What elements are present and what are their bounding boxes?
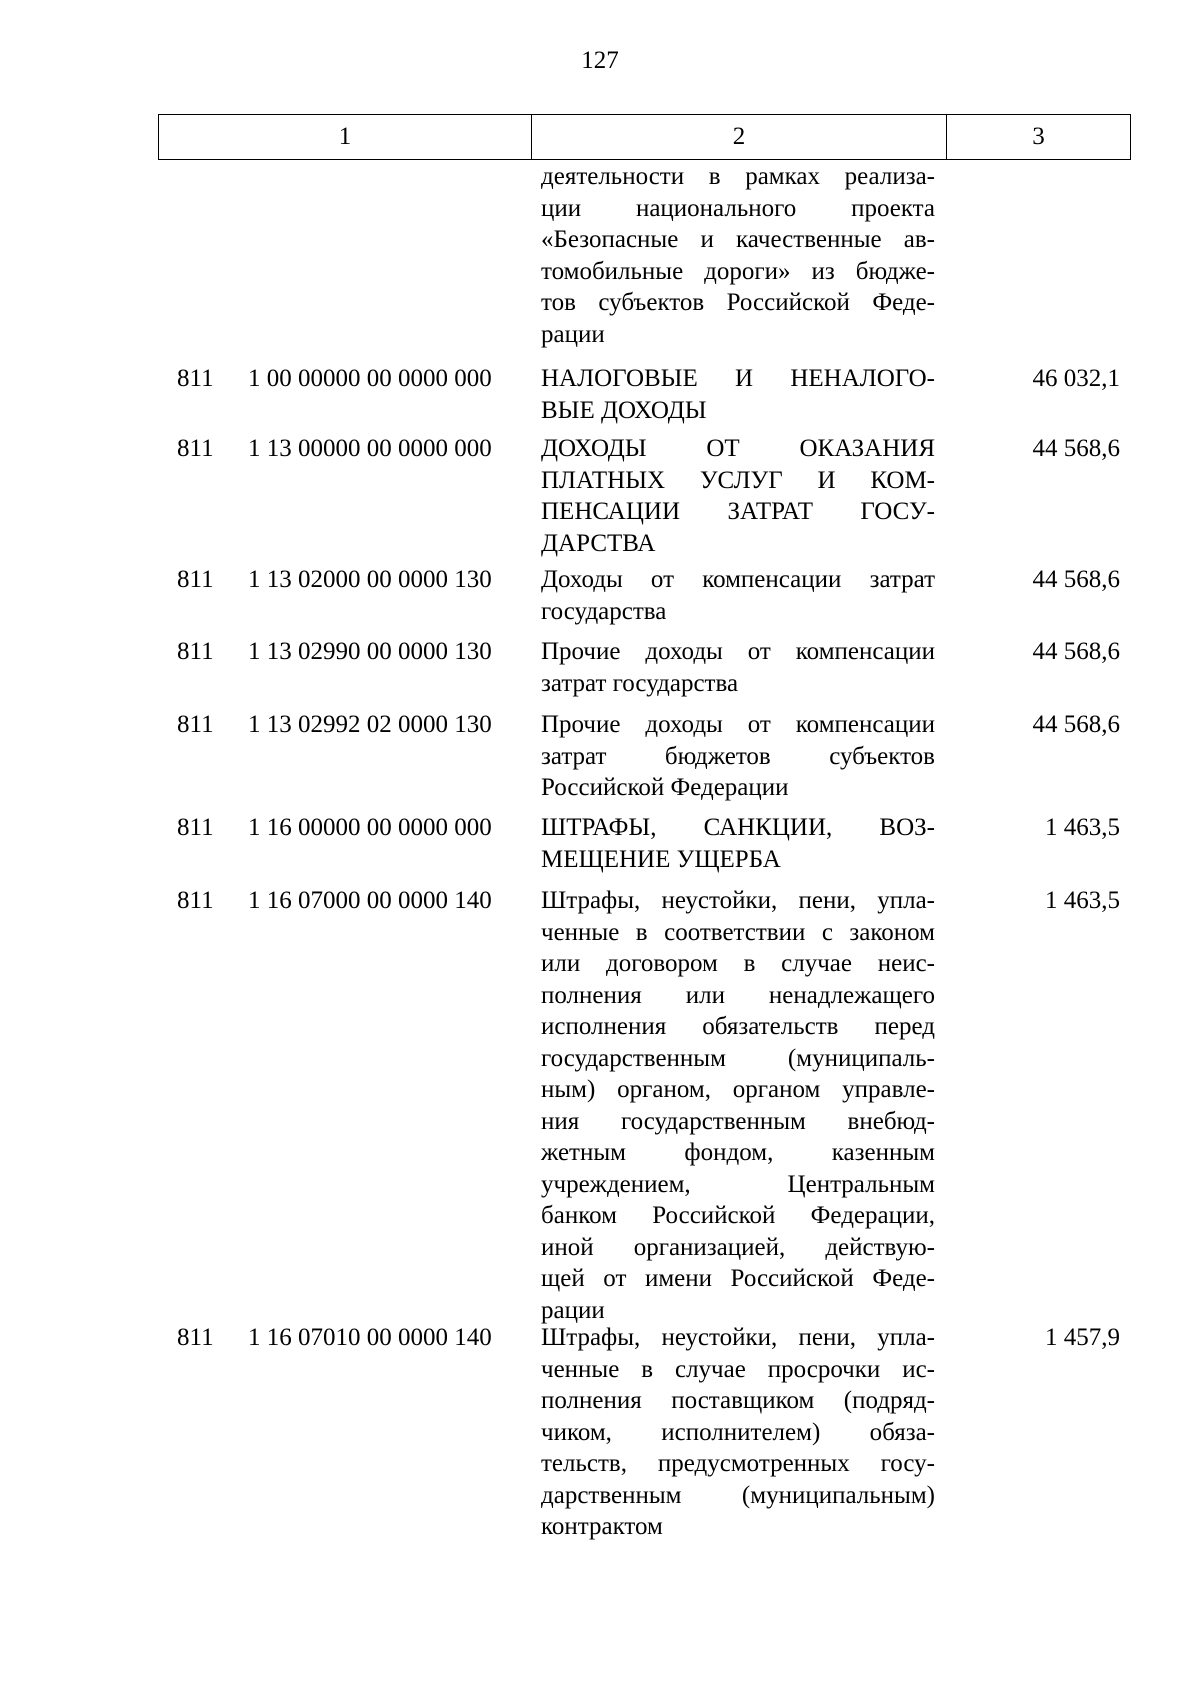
cell-name-line: щей от имени Российской Феде- xyxy=(541,1265,935,1292)
cell-name-line: Штрафы, неустойки, пени, упла- xyxy=(541,1324,935,1351)
cell-name-line: ченные в случае просрочки ис- xyxy=(541,1355,935,1383)
cell-name-line: государственным (муниципаль- xyxy=(541,1044,935,1072)
cell-amount: 1 463,5 xyxy=(1045,814,1120,841)
cell-name-line: ШТРАФЫ, САНКЦИИ, ВОЗ- xyxy=(541,814,935,841)
cell-name-line: Прочие доходы от компенсации xyxy=(541,638,935,665)
continuation-line: деятельности в рамках реализа- xyxy=(541,163,935,190)
cell-name-line: ным) органом, органом управле- xyxy=(541,1076,935,1103)
cell-name-line: Прочие доходы от компенсации xyxy=(541,711,935,738)
cell-name-line: рации xyxy=(541,1296,605,1324)
header-col-1: 1 xyxy=(159,115,532,159)
cell-admin-code: 811 xyxy=(177,566,214,593)
cell-amount: 44 568,6 xyxy=(1032,435,1120,462)
cell-amount: 1 463,5 xyxy=(1045,887,1120,914)
cell-budget-code: 1 13 00000 00 0000 000 xyxy=(248,435,492,462)
cell-budget-code: 1 13 02000 00 0000 130 xyxy=(248,566,492,593)
cell-name-line: иной организацией, действую- xyxy=(541,1233,935,1261)
cell-name-line: или договором в случае неис- xyxy=(541,950,935,977)
continuation-text xyxy=(541,161,935,350)
continuation-line: рации xyxy=(541,320,605,348)
cell-amount: 1 457,9 xyxy=(1045,1324,1120,1351)
cell-name xyxy=(541,433,935,559)
cell-name-line: чиком, исполнителем) обяза- xyxy=(541,1418,935,1446)
cell-name xyxy=(541,1322,935,1543)
cell-name-line: затрат бюджетов субъектов xyxy=(541,742,935,770)
cell-name-line: банком Российской Федерации, xyxy=(541,1202,935,1229)
cell-name-line: ДАРСТВА xyxy=(541,529,656,557)
cell-name-line: государства xyxy=(541,597,667,625)
cell-name-line: исполнения обязательств перед xyxy=(541,1013,935,1040)
cell-name-line: Штрафы, неустойки, пени, упла- xyxy=(541,887,935,914)
cell-amount: 44 568,6 xyxy=(1032,638,1120,665)
cell-budget-code: 1 00 00000 00 0000 000 xyxy=(248,365,492,392)
cell-name xyxy=(541,636,935,699)
continuation-line: «Безопасные и качественные ав- xyxy=(541,226,935,253)
continuation-line: ции национального проекта xyxy=(541,194,935,222)
cell-name-line: ченные в соответствии с законом xyxy=(541,918,935,946)
cell-name-line: Доходы от компенсации затрат xyxy=(541,566,935,593)
cell-name xyxy=(541,812,935,875)
cell-name xyxy=(541,885,935,1326)
continuation-line: томобильные дороги» из бюдже- xyxy=(541,257,935,285)
cell-name-line: полнения или ненадлежащего xyxy=(541,981,935,1009)
cell-admin-code: 811 xyxy=(177,435,214,462)
continuation-line: тов субъектов Российской Феде- xyxy=(541,289,935,316)
cell-name-line: ДОХОДЫ ОТ ОКАЗАНИЯ xyxy=(541,435,935,462)
cell-name-line: Российской Федерации xyxy=(541,774,789,801)
cell-budget-code: 1 13 02992 02 0000 130 xyxy=(248,711,492,738)
cell-name-line: затрат государства xyxy=(541,669,739,697)
cell-admin-code: 811 xyxy=(177,887,214,914)
cell-name-line: МЕЩЕНИЕ УЩЕРБА xyxy=(541,845,781,873)
cell-budget-code: 1 13 02990 00 0000 130 xyxy=(248,638,492,665)
cell-name-line: учреждением, Центральным xyxy=(541,1170,935,1198)
cell-admin-code: 811 xyxy=(177,365,214,392)
table-header xyxy=(158,114,1131,160)
cell-budget-code: 1 16 07000 00 0000 140 xyxy=(248,887,492,914)
header-col-3: 3 xyxy=(1032,123,1045,150)
cell-name xyxy=(541,709,935,804)
page-number: 127 xyxy=(581,47,619,74)
cell-budget-code: 1 16 00000 00 0000 000 xyxy=(248,814,492,841)
cell-amount: 46 032,1 xyxy=(1032,365,1120,392)
cell-amount: 44 568,6 xyxy=(1032,711,1120,738)
cell-name-line: ПЕНСАЦИИ ЗАТРАТ ГОСУ- xyxy=(541,498,935,525)
cell-name-line: НАЛОГОВЫЕ И НЕНАЛОГО- xyxy=(541,365,935,392)
cell-admin-code: 811 xyxy=(177,711,214,738)
cell-amount: 44 568,6 xyxy=(1032,566,1120,593)
cell-name-line: ПЛАТНЫХ УСЛУГ И КОМ- xyxy=(541,466,935,494)
cell-name-line: полнения поставщиком (подряд- xyxy=(541,1387,935,1414)
cell-name-line: ВЫЕ ДОХОДЫ xyxy=(541,396,707,424)
cell-admin-code: 811 xyxy=(177,638,214,665)
cell-name-line: ния государственным внебюд- xyxy=(541,1107,935,1135)
cell-name-line: тельств, предусмотренных госу- xyxy=(541,1450,935,1477)
cell-name-line: дарственным (муниципальным) xyxy=(541,1481,935,1509)
cell-name xyxy=(541,564,935,627)
cell-name-line: контрактом xyxy=(541,1513,663,1540)
cell-budget-code: 1 16 07010 00 0000 140 xyxy=(248,1324,492,1351)
cell-admin-code: 811 xyxy=(177,814,214,841)
header-col-2: 2 xyxy=(532,115,947,159)
cell-name xyxy=(541,363,935,426)
cell-name-line: жетным фондом, казенным xyxy=(541,1139,935,1166)
cell-admin-code: 811 xyxy=(177,1324,214,1351)
